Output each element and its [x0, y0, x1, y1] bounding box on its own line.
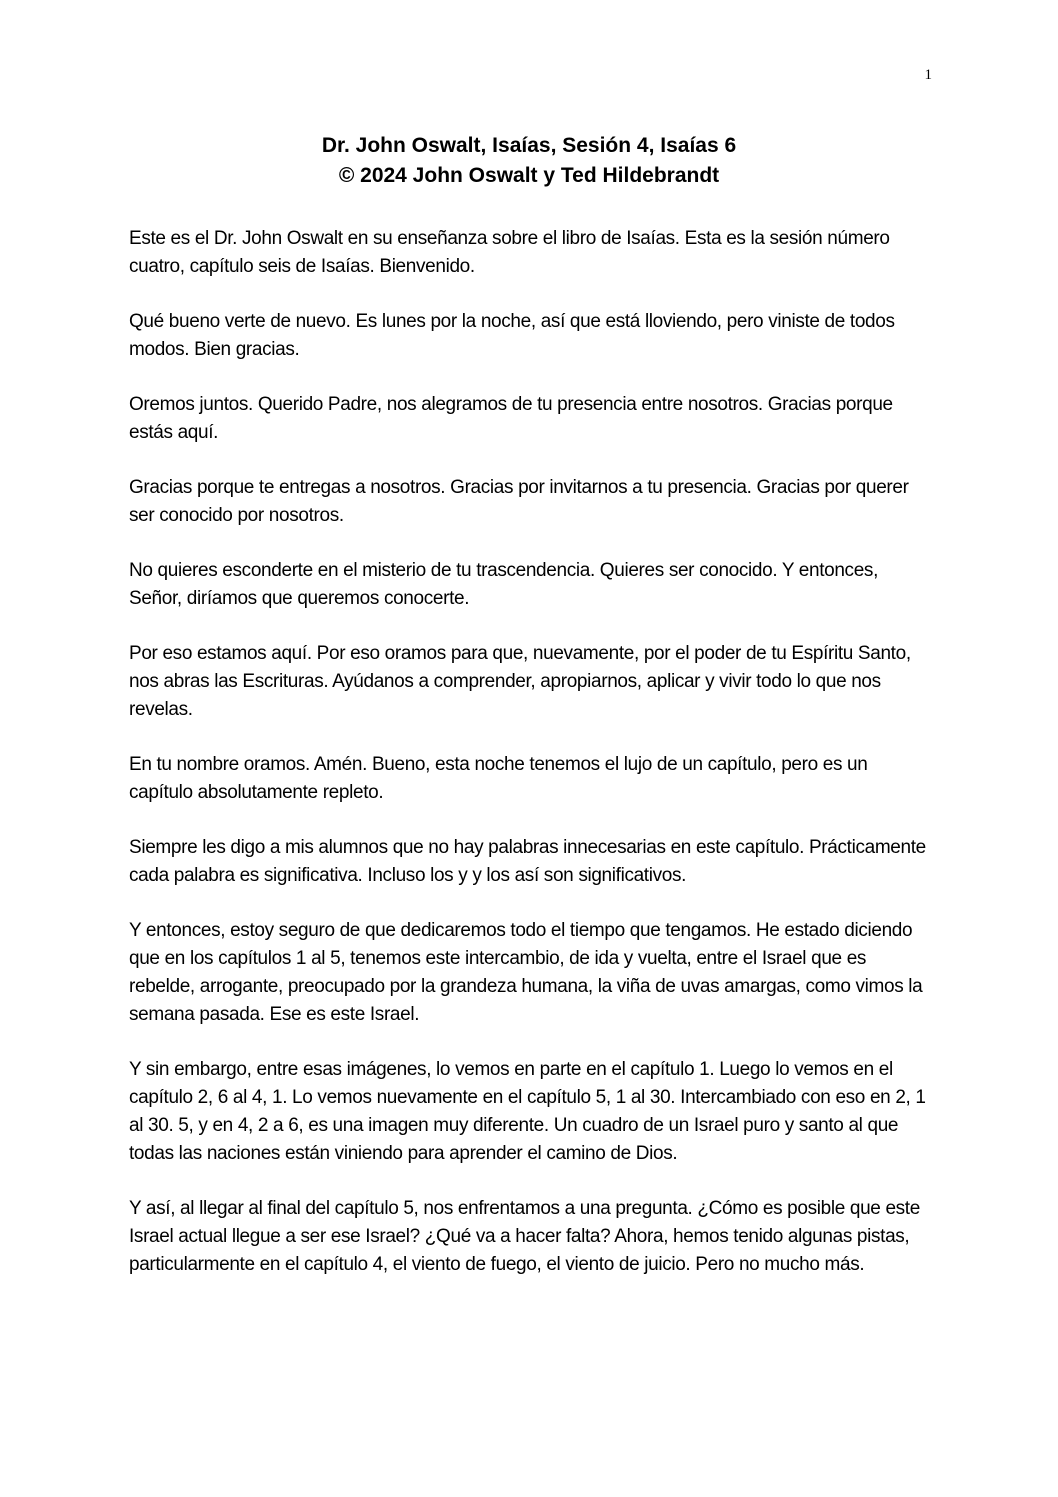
paragraph-11: Y así, al llegar al final del capítulo 5, nos enfrentamos a una pregunta. ¿Cómo es posible que este Israel actual llegue a ser ese Israel? ¿Qué va a hacer falta? Ahora, hemos tenido algunas pistas, particularmente en el capítulo 4, el viento de fuego, el viento de juicio. Pero no mucho más. [129, 1198, 920, 1275]
title-line-1: Dr. John Oswalt, Isaías, Sesión 4, Isaías 6 [321, 134, 737, 157]
document-body [129, 225, 929, 1306]
page-number: 1 [924, 67, 932, 83]
paragraph-10: Y sin embargo, entre esas imágenes, lo vemos en parte en el capítulo 1. Luego lo vemos en el capítulo 2, 6 al 4, 1. Lo vemos nuevamente en el capítulo 5, 1 al 30. Intercambiado con eso en 2, 1 al 30. 5, y en 4, 2 a 6, es una imagen muy diferente. Un cuadro de un Israel puro y santo al que todas las naciones están viniendo para aprender el camino de Dios. [129, 1059, 926, 1164]
paragraph-7: En tu nombre oramos. Amén. Bueno, esta noche tenemos el lujo de un capítulo, pero es un capítulo absolutamente repleto. [129, 754, 868, 803]
paragraph-1: Este es el Dr. John Oswalt en su enseñanza sobre el libro de Isaías. Esta es la sesión número cuatro, capítulo seis de Isaías. Bienvenido. [129, 228, 890, 277]
paragraph-9: Y entonces, estoy seguro de que dedicaremos todo el tiempo que tengamos. He estado diciendo que en los capítulos 1 al 5, tenemos este intercambio, de ida y vuelta, entre el Israel que es rebelde, arrogante, preocupado por la grandeza humana, la viña de uvas amargas, como vimos la semana pasada. Ese es este Israel. [129, 920, 923, 1025]
document-title [0, 131, 1058, 191]
title-line-2: © 2024 John Oswalt y Ted Hildebrandt [338, 164, 720, 187]
paragraph-6: Por eso estamos aquí. Por eso oramos para que, nuevamente, por el poder de tu Espíritu Santo, nos abras las Escrituras. Ayúdanos a comprender, apropiarnos, aplicar y vivir todo lo que nos revelas. [129, 643, 911, 720]
paragraph-2: Qué bueno verte de nuevo. Es lunes por la noche, así que está lloviendo, pero viniste de todos modos. Bien gracias. [129, 311, 895, 360]
paragraph-5: No quieres esconderte en el misterio de tu trascendencia. Quieres ser conocido. Y entonces, Señor, diríamos que queremos conocerte. [129, 560, 879, 609]
paragraph-4: Gracias porque te entregas a nosotros. Gracias por invitarnos a tu presencia. Gracias por querer ser conocido por nosotros. [129, 477, 909, 526]
paragraph-3: Oremos juntos. Querido Padre, nos alegramos de tu presencia entre nosotros. Gracias porque estás aquí. [129, 394, 893, 443]
paragraph-8: Siempre les digo a mis alumnos que no hay palabras innecesarias en este capítulo. Prácticamente cada palabra es significativa. Incluso los y y los así son significativos. [129, 837, 926, 886]
